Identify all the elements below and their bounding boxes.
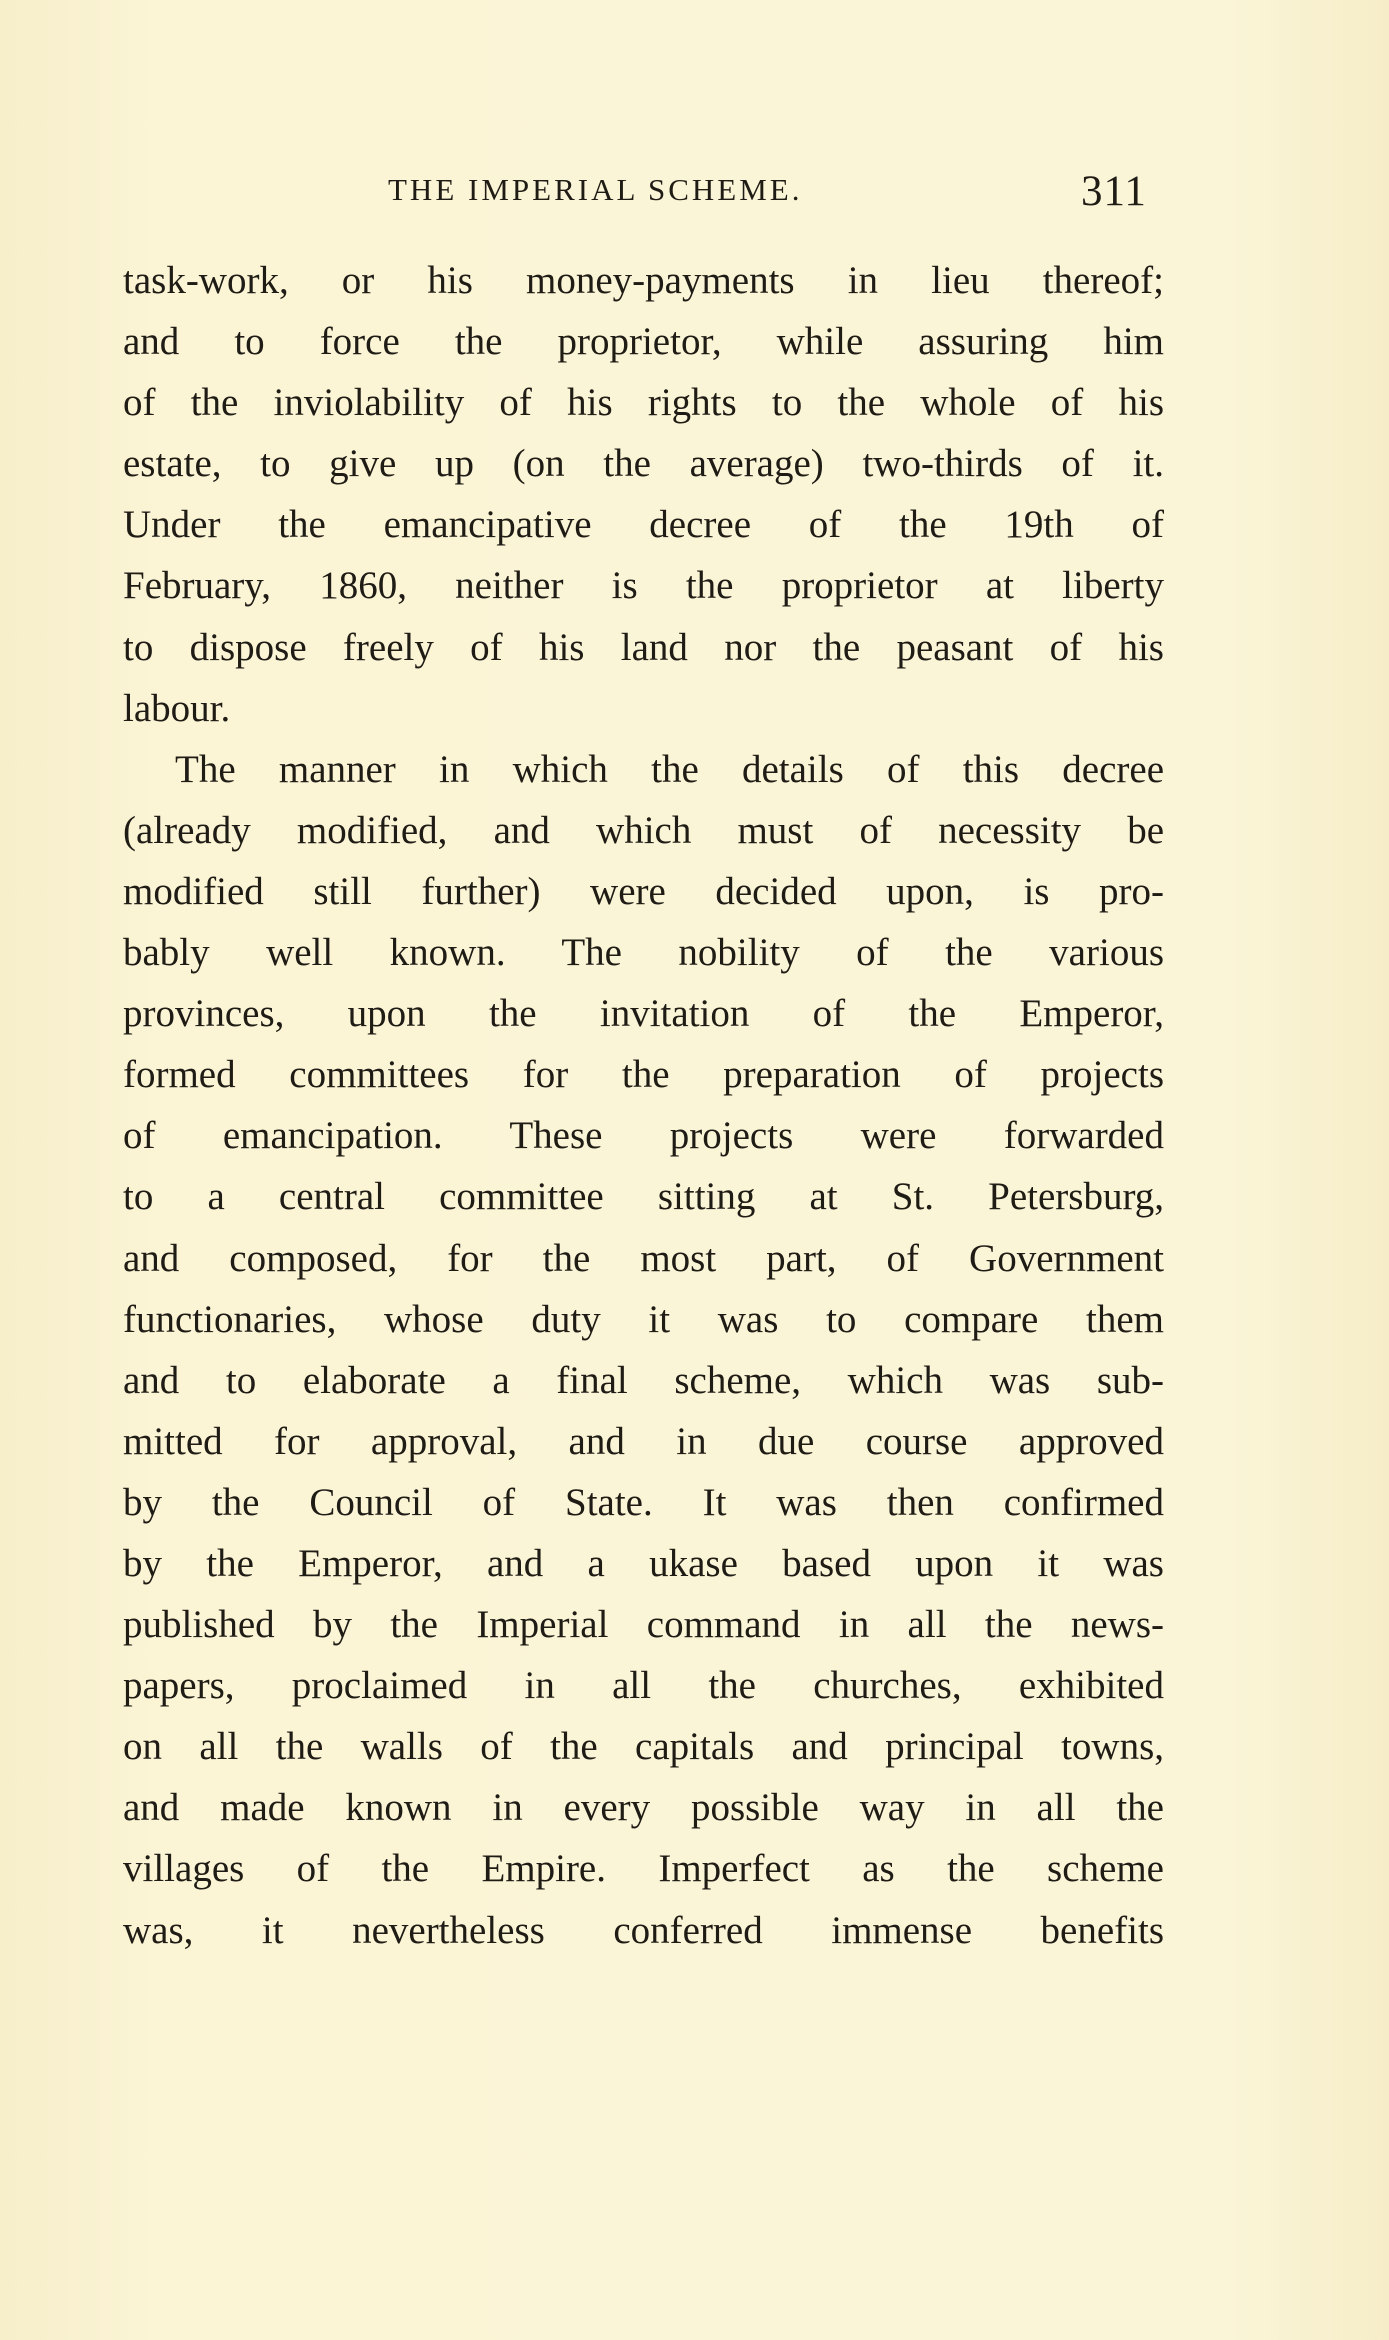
text-line: and to elaborate a final scheme, which was sub- [123, 1358, 1164, 1402]
text-line: bably well known. The nobility of the various [123, 931, 1164, 975]
text-line: formed committees for the preparation of projects [123, 1053, 1164, 1097]
text-line: functionaries, whose duty it was to compare them [123, 1297, 1164, 1341]
text-line: provinces, upon the invitation of the Emperor, [123, 992, 1164, 1036]
text-line: (already modified, and which must of necessity be [123, 808, 1164, 852]
text-line: labour. [123, 686, 231, 730]
text-line: of the inviolability of his rights to the whole of his [123, 381, 1164, 425]
text-line: and to force the proprietor, while assuring him [123, 320, 1164, 364]
text-line: to dispose freely of his land nor the peasant of his [123, 625, 1164, 669]
text-line: of emancipation. These projects were forwarded [123, 1114, 1164, 1158]
text-line: villages of the Empire. Imperfect as the scheme [123, 1847, 1164, 1891]
text-line: Under the emancipative decree of the 19th of [123, 503, 1164, 547]
text-line: mitted for approval, and in due course approved [123, 1419, 1164, 1463]
text-line: by the Emperor, and a ukase based upon it was [123, 1541, 1164, 1585]
text-line: and composed, for the most part, of Government [123, 1236, 1164, 1280]
text-line: published by the Imperial command in all the news- [123, 1603, 1164, 1647]
text-line: estate, to give up (on the average) two-thirds of it. [123, 442, 1164, 486]
text-line: modified still further) were decided upon, is pro- [123, 869, 1164, 913]
text-line: by the Council of State. It was then confirmed [123, 1480, 1164, 1524]
paragraph-start-line: The manner in which the details of this decree [175, 747, 1164, 791]
text-line: and made known in every possible way in all the [123, 1786, 1164, 1830]
running-head: THE IMPERIAL SCHEME. [388, 172, 803, 207]
text-line: on all the walls of the capitals and principal towns, [123, 1725, 1164, 1769]
page-number: 311 [1081, 168, 1147, 215]
text-line: to a central committee sitting at St. Petersburg, [123, 1175, 1164, 1219]
text-line: task-work, or his money-payments in lieu thereof; [123, 259, 1164, 302]
text-line: was, it nevertheless conferred immense benefits [123, 1908, 1164, 1952]
text-line: February, 1860, neither is the proprietor at liberty [123, 564, 1164, 608]
text-line: papers, proclaimed in all the churches, exhibited [123, 1664, 1164, 1708]
body-text [123, 250, 1164, 1961]
